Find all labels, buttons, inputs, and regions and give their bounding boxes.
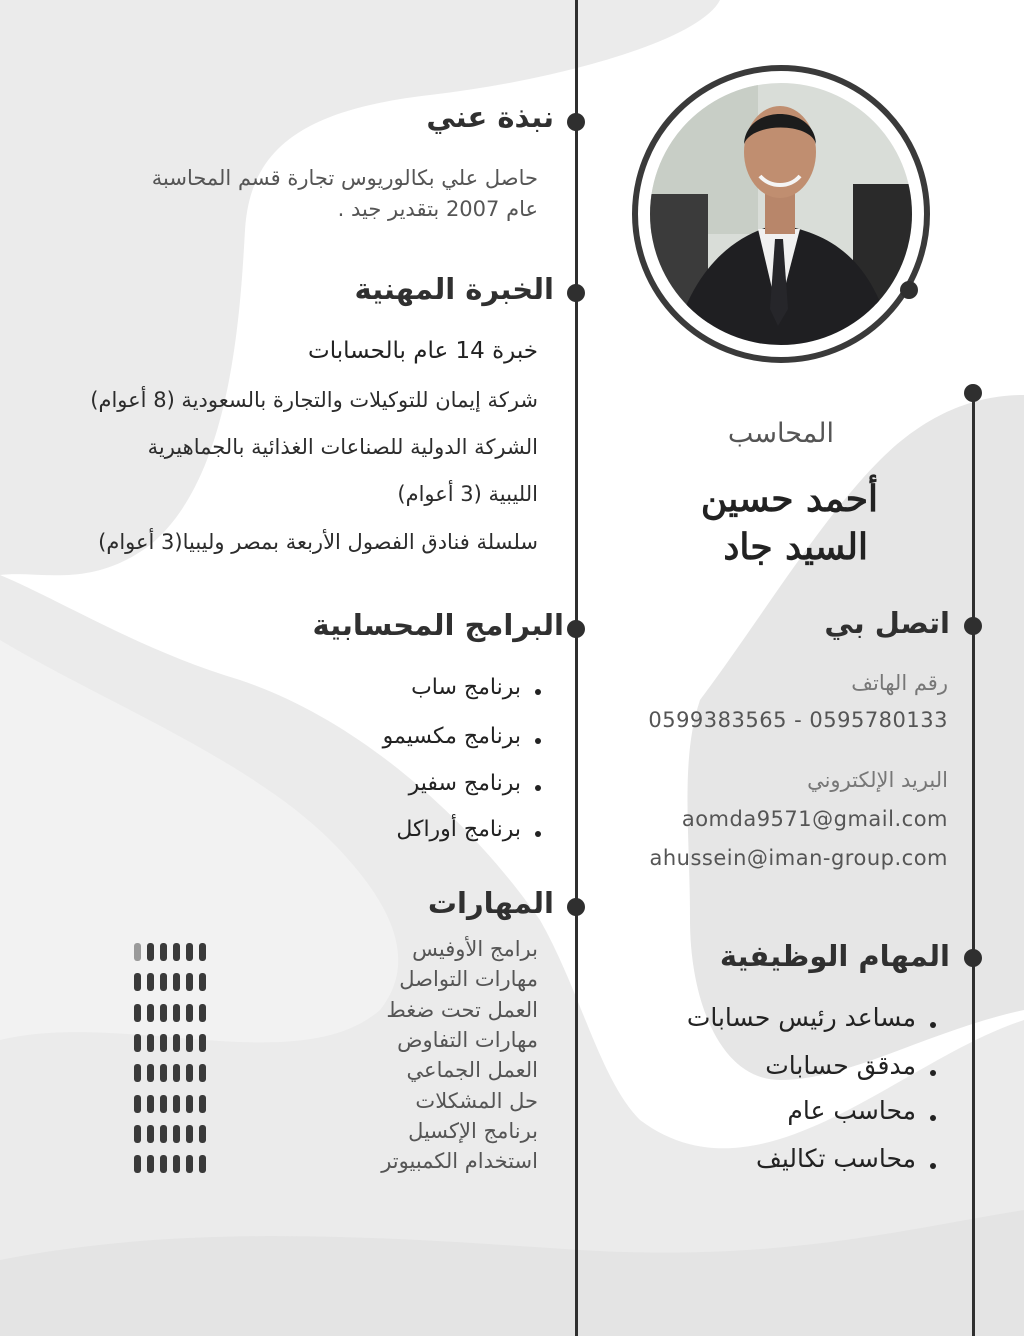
skill-level-bar bbox=[186, 1064, 193, 1082]
experience-heading: الخبرة المهنية bbox=[354, 272, 554, 306]
tasks-heading: المهام الوظيفية bbox=[719, 939, 950, 973]
skill-level-bar bbox=[199, 1125, 206, 1143]
software-dot bbox=[567, 620, 585, 638]
skill-level-bar bbox=[199, 1034, 206, 1052]
skill-level-bar bbox=[186, 1155, 193, 1173]
skill-level-bars bbox=[134, 1155, 206, 1173]
software-bullet-4 bbox=[535, 831, 541, 837]
skill-level-bar bbox=[134, 1064, 141, 1082]
right-top-dot bbox=[964, 384, 982, 402]
skills-heading: المهارات bbox=[427, 886, 554, 920]
skill-level-bar bbox=[134, 943, 141, 961]
experience-line-3: الليبية (3 أعوام) bbox=[397, 482, 538, 506]
tasks-dot bbox=[964, 949, 982, 967]
skill-level-bar bbox=[160, 943, 167, 961]
phone-label: رقم الهاتف bbox=[851, 671, 948, 695]
email-1: aomda9571@gmail.com bbox=[681, 807, 948, 831]
about-text bbox=[58, 163, 538, 225]
skill-level-bars bbox=[134, 1095, 206, 1113]
skill-level-bar bbox=[186, 1034, 193, 1052]
skill-level-bar bbox=[186, 943, 193, 961]
task-bullet-1 bbox=[930, 1022, 936, 1028]
skill-level-bar bbox=[186, 1125, 193, 1143]
skill-level-bar bbox=[199, 1004, 206, 1022]
skill-name: برنامج الإكسيل bbox=[408, 1118, 538, 1143]
contact-dot bbox=[964, 617, 982, 635]
skill-level-bar bbox=[134, 1004, 141, 1022]
task-bullet-3 bbox=[930, 1115, 936, 1121]
email-label: البريد الإلكتروني bbox=[807, 768, 948, 792]
task-bullet-4 bbox=[930, 1163, 936, 1169]
skill-name: مهارات التفاوض bbox=[397, 1027, 538, 1052]
software-bullet-3 bbox=[535, 785, 541, 791]
task-item-4: محاسب تكاليف bbox=[755, 1144, 916, 1173]
experience-line-4: سلسلة فنادق الفصول الأربعة بمصر وليبيا(3 أعوام) bbox=[98, 530, 538, 554]
skill-level-bar bbox=[160, 1155, 167, 1173]
software-bullet-1 bbox=[535, 689, 541, 695]
experience-line-1: شركة إيمان للتوكيلات والتجارة بالسعودية (8 أعوام) bbox=[90, 388, 538, 412]
skill-level-bar bbox=[160, 1004, 167, 1022]
skill-level-bar bbox=[199, 1095, 206, 1113]
contact-heading: اتصل بي bbox=[824, 606, 950, 640]
about-line-1: حاصل علي بكالوريوس تجارة قسم المحاسبة bbox=[151, 166, 538, 190]
software-item-3: برنامج سفير bbox=[408, 771, 521, 796]
skill-level-bar bbox=[186, 1004, 193, 1022]
skill-name: استخدام الكمبيوتر bbox=[381, 1149, 538, 1174]
software-heading: البرامج المحسابية bbox=[312, 608, 564, 642]
email-2: ahussein@iman-group.com bbox=[649, 846, 948, 870]
about-line-2: عام 2007 بتقدير جيد . bbox=[337, 197, 538, 221]
skill-level-bar bbox=[173, 1155, 180, 1173]
main-timeline bbox=[575, 0, 578, 1336]
about-dot bbox=[567, 113, 585, 131]
skill-level-bar bbox=[134, 1125, 141, 1143]
skill-level-bar bbox=[160, 1034, 167, 1052]
skill-level-bar bbox=[147, 1095, 154, 1113]
skill-level-bar bbox=[186, 973, 193, 991]
skill-level-bar bbox=[147, 1125, 154, 1143]
skill-level-bar bbox=[147, 1034, 154, 1052]
software-item-2: برنامج مكسيمو bbox=[382, 724, 521, 749]
skill-level-bars bbox=[134, 973, 206, 991]
skill-level-bars bbox=[134, 1034, 206, 1052]
name-line-2: السيد جاد bbox=[723, 526, 868, 568]
about-heading: نبذة عني bbox=[426, 100, 554, 134]
skill-level-bars bbox=[134, 1004, 206, 1022]
skill-level-bar bbox=[173, 973, 180, 991]
skill-name: مهارات التواصل bbox=[399, 967, 538, 992]
skill-level-bars bbox=[134, 1064, 206, 1082]
skill-level-bar bbox=[160, 973, 167, 991]
task-item-1: مساعد رئيس حسابات bbox=[686, 1003, 916, 1032]
phone-value: 0599383565 - 0595780133 bbox=[648, 708, 948, 732]
skill-level-bar bbox=[160, 1125, 167, 1143]
experience-summary: خبرة 14 عام بالحسابات bbox=[308, 338, 538, 364]
skills-dot bbox=[567, 898, 585, 916]
skill-level-bar bbox=[173, 1125, 180, 1143]
skill-level-bar bbox=[173, 1034, 180, 1052]
name-line-1: أحمد حسين bbox=[700, 478, 878, 520]
task-item-3: محاسب عام bbox=[787, 1096, 916, 1125]
task-item-2: مدقق حسابات bbox=[765, 1051, 916, 1080]
skill-level-bar bbox=[199, 973, 206, 991]
software-item-4: برنامج أوراكل bbox=[396, 817, 521, 842]
software-item-1: برنامج ساب bbox=[411, 675, 521, 700]
skill-level-bar bbox=[147, 943, 154, 961]
skill-level-bar bbox=[160, 1095, 167, 1113]
skill-level-bar bbox=[160, 1064, 167, 1082]
skill-level-bar bbox=[199, 943, 206, 961]
skill-name: برامج الأوفيس bbox=[412, 937, 538, 961]
skill-level-bar bbox=[186, 1095, 193, 1113]
skill-level-bar bbox=[147, 973, 154, 991]
skill-level-bar bbox=[134, 1155, 141, 1173]
skill-level-bar bbox=[134, 1095, 141, 1113]
right-timeline bbox=[972, 392, 975, 1336]
skill-level-bar bbox=[173, 943, 180, 961]
skill-level-bar bbox=[134, 1034, 141, 1052]
skill-level-bars bbox=[134, 1125, 206, 1143]
software-bullet-2 bbox=[535, 738, 541, 744]
skill-name: العمل تحت ضغط bbox=[386, 997, 538, 1022]
skill-level-bar bbox=[199, 1155, 206, 1173]
skill-level-bar bbox=[173, 1004, 180, 1022]
job-title: المحاسب bbox=[727, 418, 834, 449]
experience-dot bbox=[567, 284, 585, 302]
skill-level-bar bbox=[147, 1004, 154, 1022]
skill-name: حل المشكلات bbox=[415, 1088, 538, 1113]
skill-level-bar bbox=[199, 1064, 206, 1082]
experience-line-2: الشركة الدولية للصناعات الغذائية بالجماهيرية bbox=[147, 435, 538, 459]
skill-level-bar bbox=[173, 1064, 180, 1082]
skill-level-bars bbox=[134, 943, 206, 961]
skill-level-bar bbox=[147, 1064, 154, 1082]
profile-photo bbox=[628, 64, 934, 370]
skill-level-bar bbox=[147, 1155, 154, 1173]
skill-name: العمل الجماعي bbox=[406, 1058, 538, 1083]
task-bullet-2 bbox=[930, 1070, 936, 1076]
skill-level-bar bbox=[134, 973, 141, 991]
skill-level-bar bbox=[173, 1095, 180, 1113]
